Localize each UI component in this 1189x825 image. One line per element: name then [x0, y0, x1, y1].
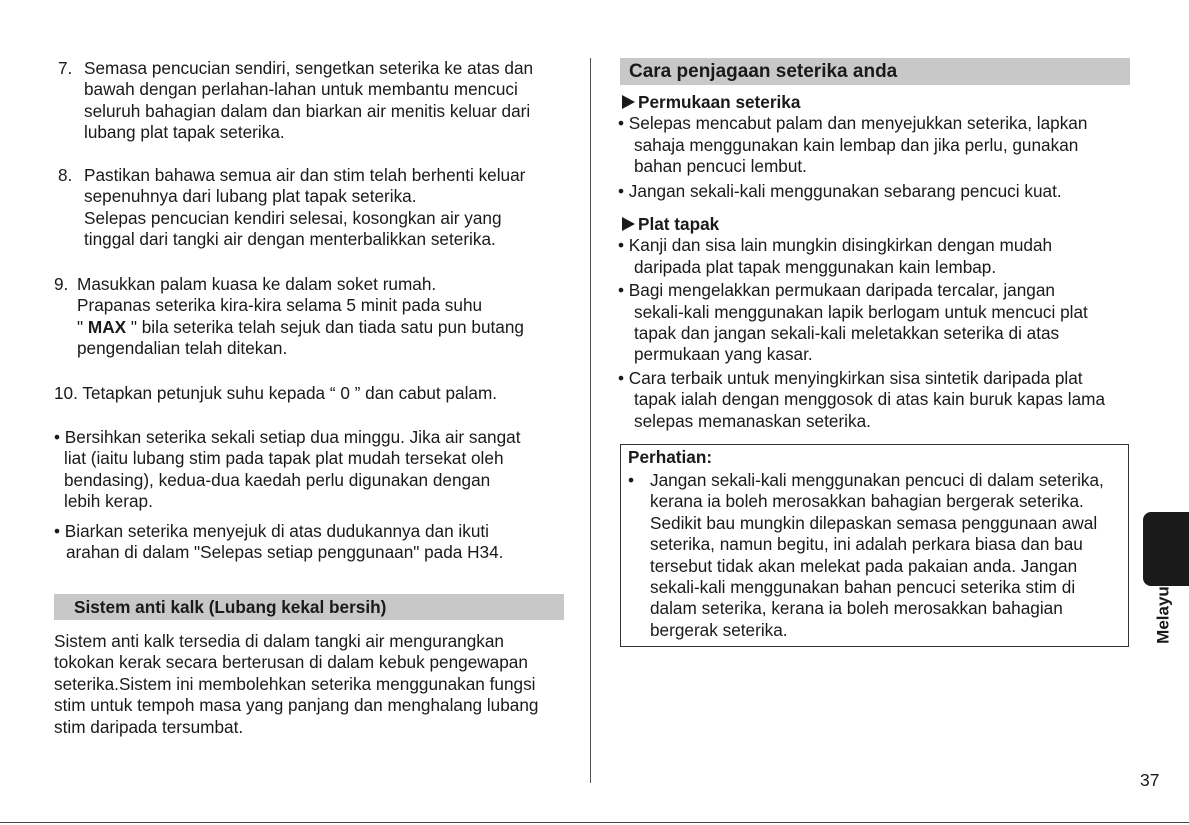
bullet-text: • Bagi mengelakkan permukaan daripada tercalar, jangan — [618, 280, 1055, 301]
subsection-heading: Permukaan seterika — [618, 92, 1132, 113]
step-text: seluruh bahagian dalam dan biarkan air menitis keluar dari — [84, 100, 531, 121]
bottom-rule — [0, 822, 1189, 823]
step-text: tinggal dari tangki air dengan menterbalikkan seterika. — [84, 229, 496, 250]
bullet-clean-frequency — [54, 427, 566, 513]
bullet-text: • Kanji dan sisa lain mungkin disingkirkan dengan mudah — [618, 235, 1053, 256]
bullet-text: tapak ialah dengan menggosok di atas kain buruk kapas lama — [634, 389, 1106, 410]
bullet-text: tapak dan jangan sekali-kali meletakkan seterika di atas — [634, 323, 1060, 344]
bullet-text: • Bersihkan seterika sekali setiap dua minggu. Jika air sangat — [54, 427, 521, 447]
step-text: pengendalian telah ditekan. — [77, 338, 288, 359]
caution-text: kerana ia boleh merosakkan bahagian bergerak seterika. — [650, 491, 1084, 512]
triangle-bullet-icon — [622, 217, 635, 231]
caution-title: Perhatian: — [628, 447, 713, 467]
step-number: 7. — [58, 58, 73, 78]
caution-text: sekali-kali menggunakan bahan pencuci seterika stim di — [650, 577, 1076, 598]
caution-text: tersebut tidak akan melekat pada pakaian anda. Jangan — [650, 555, 1078, 576]
caution-text: bergerak seterika. — [650, 619, 788, 640]
triangle-bullet-icon — [622, 95, 635, 109]
step-number: 8. — [58, 165, 73, 185]
step-8 — [54, 165, 566, 251]
column-divider — [590, 58, 591, 783]
step-text: Semasa pencucian sendiri, sengetkan seterika ke atas dan — [84, 58, 534, 78]
caution-text: Jangan sekali-kali menggunakan pencuci di dalam seterika, — [650, 470, 1104, 490]
step-text: Selepas pencucian kendiri selesai, kosongkan air yang — [84, 207, 502, 228]
step-text: sepenuhnya dari lubang plat tapak seterika. — [84, 186, 417, 207]
step-number: 9. — [54, 274, 69, 294]
bullet-text: • Biarkan seterika menyejuk di atas dudukannya dan ikuti — [54, 521, 489, 541]
subsection-iron-surface — [618, 92, 1132, 202]
language-label: Melayu — [1153, 586, 1173, 644]
section-title-anti-calc: Sistem anti kalk (Lubang kekal bersih) — [54, 594, 564, 620]
bullet-text: liat (iaitu lubang stim pada tapak plat mudah tersekat oleh — [64, 448, 504, 469]
bullet-text: bahan pencuci lembut. — [634, 156, 807, 177]
bullet-text: daripada plat tapak menggunakan kain lembap. — [634, 256, 997, 277]
step-10 — [54, 383, 566, 404]
max-setting: MAX — [87, 316, 127, 337]
caution-text: dalam seterika, kerana ia boleh merosakkan bahagian — [650, 598, 1063, 619]
page-number: 37 — [1140, 770, 1160, 790]
bullet-text: • Jangan sekali-kali menggunakan sebarang pencuci kuat. — [618, 180, 1062, 201]
bullet-cool-down — [54, 521, 566, 564]
step-text: bawah dengan perlahan-lahan untuk membantu mencuci — [84, 79, 518, 100]
bullet-text: • Selepas mencabut palam dan menyejukkan seterika, lapkan — [618, 113, 1088, 134]
caution-text: Sedikit bau mungkin dilepaskan semasa penggunaan awal — [650, 512, 1098, 533]
step-text: Prapanas seterika kira-kira selama 5 minit pada suhu — [77, 295, 483, 316]
body-text: tokokan kerak secara berterusan di dalam kebuk pengewapan — [54, 652, 528, 673]
bullet-text: permukaan yang kasar. — [634, 344, 813, 365]
step-7 — [54, 58, 566, 144]
body-text: stim daripada tersumbat. — [54, 716, 244, 737]
step-9 — [54, 274, 566, 360]
caution-box — [620, 444, 1129, 647]
step-text: 10. Tetapkan petunjuk suhu kepada “ 0 ” dan cabut palam. — [54, 383, 498, 403]
bullet-text: bendasing), kedua-dua kaedah perlu digunakan dengan — [64, 469, 491, 490]
subsection-heading: Plat tapak — [618, 214, 1132, 235]
section-title-care: Cara penjagaan seterika anda — [620, 58, 1130, 85]
body-text: Sistem anti kalk tersedia di dalam tangki air mengurangkan — [54, 631, 504, 651]
bullet-text: sekali-kali menggunakan lapik berlogam untuk mencuci plat — [634, 301, 1088, 322]
bullet-text: selepas memanaskan seterika. — [634, 410, 871, 431]
step-text: " MAX " bila seterika telah sejuk dan tiada satu pun butang — [77, 316, 524, 337]
body-text: seterika.Sistem ini membolehkan seterika menggunakan fungsi — [54, 673, 536, 694]
body-text: stim untuk tempoh masa yang panjang dan menghalang lubang — [54, 695, 539, 716]
step-text: Pastikan bahawa semua air dan stim telah berhenti keluar — [84, 165, 526, 185]
bullet-text: sahaja menggunakan kain lembap dan jika perlu, gunakan — [634, 134, 1079, 155]
step-text: lubang plat tapak seterika. — [84, 122, 285, 143]
bullet-dot: • — [628, 470, 635, 490]
step-text: Masukkan palam kuasa ke dalam soket rumah. — [77, 274, 437, 294]
caution-item — [628, 470, 1122, 641]
subsection-soleplate — [618, 214, 1132, 432]
bullet-text: lebih kerap. — [64, 491, 153, 512]
bullet-text: arahan di dalam "Selepas setiap penggunaan" pada H34. — [66, 542, 504, 563]
caution-text: seterika, namun begitu, ini adalah perkara biasa dan bau — [650, 534, 1083, 555]
bullet-text: • Cara terbaik untuk menyingkirkan sisa sintetik daripada plat — [618, 367, 1083, 388]
